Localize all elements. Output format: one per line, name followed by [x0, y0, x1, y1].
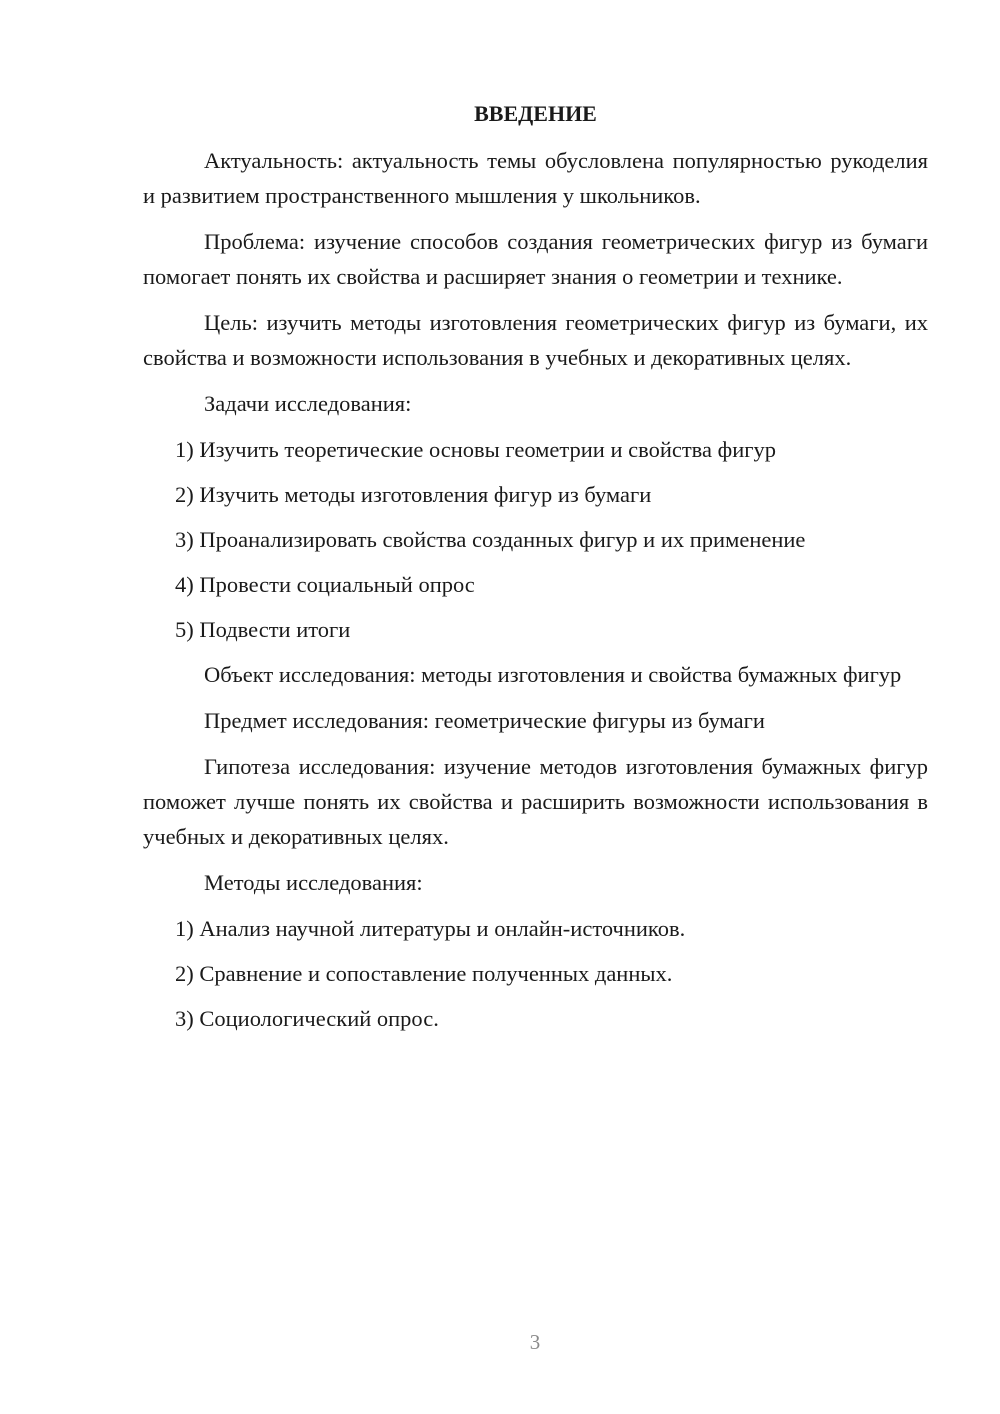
page-title: ВВЕДЕНИЕ	[474, 101, 597, 126]
page-number: 3	[529, 1330, 541, 1354]
task-item-3: 3) Проанализировать свойства созданных фигур и их применение	[175, 527, 806, 552]
object-paragraph: Объект исследования: методы изготовления и свойства бумажных фигур	[204, 662, 902, 687]
method-item-1: 1) Анализ научной литературы и онлайн-источников.	[175, 916, 686, 941]
task-item-1: 1) Изучить теоретические основы геометрии и свойства фигур	[175, 437, 776, 462]
relevance-paragraph: Актуальность: актуальность темы обусловлена популярностью рукоделия и развитием пространственного мышления у школьников.	[143, 148, 928, 208]
problem-paragraph: Проблема: изучение способов создания геометрических фигур из бумаги помогает понять их свойства и расширяет знания о геометрии и технике.	[143, 229, 928, 289]
document-page	[143, 96, 928, 1046]
tasks-heading: Задачи исследования:	[204, 391, 412, 416]
task-item-5: 5) Подвести итоги	[175, 617, 351, 642]
task-item-4: 4) Провести социальный опрос	[175, 572, 475, 597]
hypothesis-paragraph: Гипотеза исследования: изучение методов изготовления бумажных фигур поможет лучше понять их свойства и расширить возможности использования в учебных и декоративных целях.	[143, 754, 928, 849]
method-item-2: 2) Сравнение и сопоставление полученных данных.	[175, 961, 673, 986]
methods-heading: Методы исследования:	[204, 870, 423, 895]
subject-paragraph: Предмет исследования: геометрические фигуры из бумаги	[204, 708, 765, 733]
method-item-3: 3) Социологический опрос.	[175, 1006, 439, 1031]
task-item-2: 2) Изучить методы изготовления фигур из бумаги	[175, 482, 652, 507]
goal-paragraph: Цель: изучить методы изготовления геометрических фигур из бумаги, их свойства и возможности использования в учебных и декоративных целях.	[143, 310, 928, 370]
